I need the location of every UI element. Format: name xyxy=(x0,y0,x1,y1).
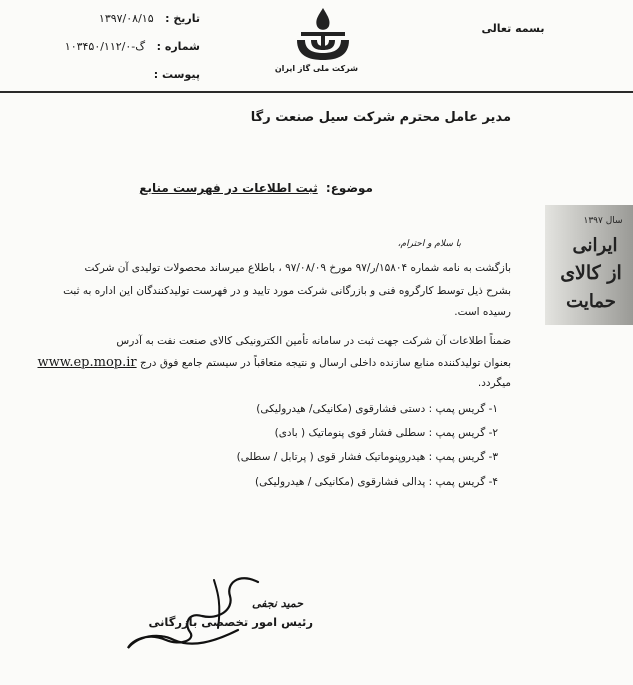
flame-logo-icon xyxy=(291,6,355,62)
company-logo xyxy=(274,6,358,81)
attachment-row xyxy=(60,68,200,86)
paragraph1-line2: بشرح ذیل توسط کارگروه فنی و بازرگانی شرکت مورد تایید و در فهرست تولیدکنندگان این اداره به ثبت xyxy=(63,285,511,297)
date-value: ۱۳۹۷/۰۸/۱۵ xyxy=(98,12,154,25)
ep-mop-url-link[interactable]: www.ep.mop.ir xyxy=(37,355,137,370)
emblem-year: سال ۱۳۹۷ xyxy=(583,216,623,226)
emblem-line3: ایرانی xyxy=(572,235,618,256)
subject-label: موضوع: xyxy=(325,181,373,195)
company-name: شرکت ملی گاز ایران xyxy=(274,64,358,73)
paragraph2-line2 xyxy=(38,355,512,370)
paragraph2-line2-text: بعنوان تولیدکننده منابع سازنده داخلی ارسال و نتیجه متعاقباً در سیستم جامع فوق درج xyxy=(139,357,511,369)
support-iranian-goods-emblem xyxy=(545,205,633,325)
date-label: تاریخ : xyxy=(165,12,200,25)
number-label: شماره : xyxy=(156,40,200,53)
signer-name: حمید نجفی xyxy=(252,597,303,610)
emblem-line2: از کالای xyxy=(560,262,622,284)
header-divider xyxy=(0,91,633,93)
bismillah-text: بسمه تعالی xyxy=(481,22,545,35)
paragraph2-line1: ضمناً اطلاعات آن شرکت جهت ثبت در سامانه تأمین الکترونیکی کالای صنعت نفت به آدرس xyxy=(116,335,511,347)
list-item: ۳- گریس پمپ : هیدروپنوماتیک فشار قوی ( پرتابل / سطلی) xyxy=(236,451,498,463)
subject-line xyxy=(139,181,373,195)
list-item: ۴- گریس پمپ : پدالی فشارقوی (مکانیکی / هیدرولیکی) xyxy=(255,476,498,488)
subject-text: ثبت اطلاعات در فهرست منابع xyxy=(139,181,318,195)
list-item: ۲- گریس پمپ : سطلی فشار قوی پنوماتیک ( بادی) xyxy=(274,427,498,439)
number-value: گ-۱۰۳۴۵۰/۱۱۲/۰ xyxy=(64,40,146,53)
signer-title: رئیس امور تخصصی بازرگانی xyxy=(148,615,313,629)
list-item: ۱- گریس پمپ : دستی فشارقوی (مکانیکی/ هیدرولیکی) xyxy=(256,403,498,415)
paragraph1-line1: بازگشت به نامه شماره ۱۵۸۰۴/ر/۹۷ مورخ ۹۷/۰۸/۰۹ ، باطلاع میرساند محصولات تولیدی آن شرکت xyxy=(84,262,511,274)
paragraph1-line3: رسیده است. xyxy=(454,306,511,318)
greeting-text: با سلام و احترام، xyxy=(397,239,461,249)
number-row xyxy=(60,40,200,58)
recipient-line: مدیر عامل محترم شرکت سیل صنعت رگا xyxy=(250,110,511,125)
attachment-label: پیوست : xyxy=(153,68,200,81)
emblem-line1: حمایت xyxy=(566,291,616,312)
paragraph2-line3: میگردد. xyxy=(477,377,511,389)
date-row xyxy=(60,12,200,30)
